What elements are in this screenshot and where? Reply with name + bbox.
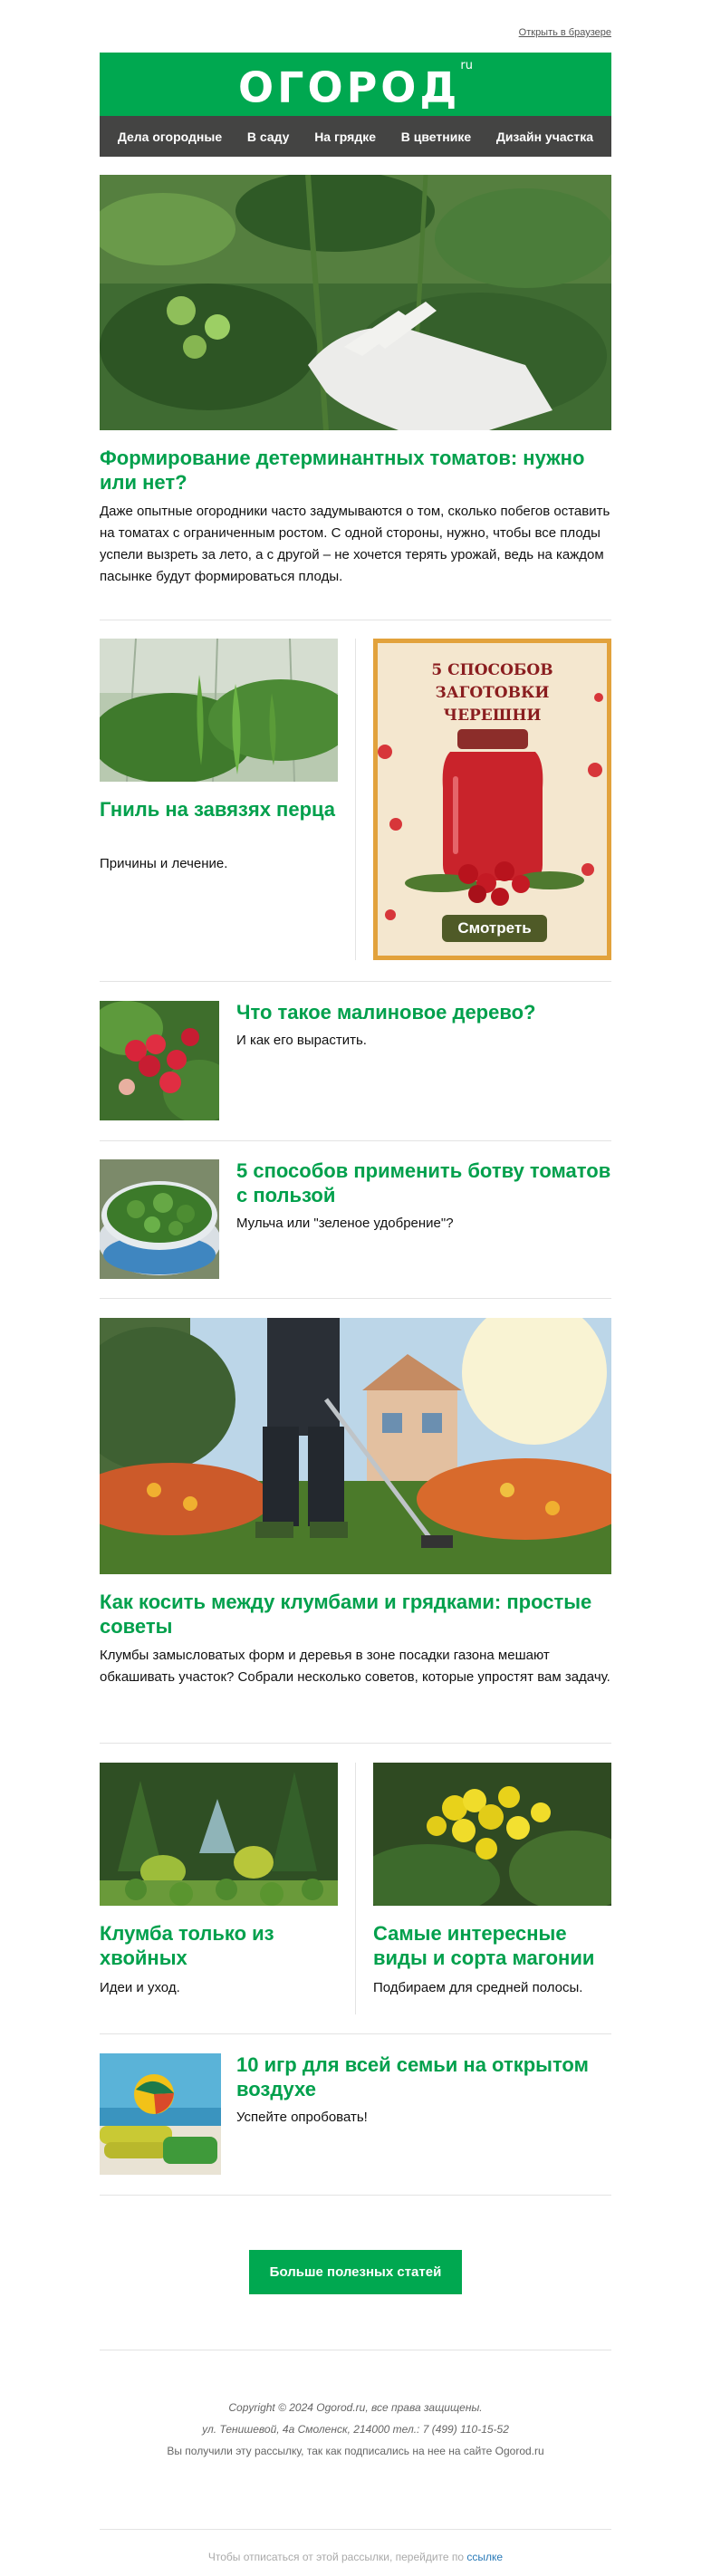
divider: [100, 2195, 611, 2196]
column-divider: [355, 639, 356, 960]
promo-title: [378, 659, 607, 727]
mowing-text: Клумбы замысловатых форм и деревья в зоне посадки газона мешают обкашивать участок? Собрали несколько советов, которые упростят вам задачу.: [100, 1648, 610, 1685]
nav-item-dela[interactable]: Дела огородные: [117, 129, 223, 144]
header: [100, 53, 611, 116]
unsubscribe-link[interactable]: ссылке: [466, 2551, 504, 2563]
tomatoes-text: Даже опытные огородники часто задумываются о том, сколько побегов оставить на томатах с ограниченным ростом. С одной стороны, нужно, чтобы все плоды успели вызреть за лето, а с другой – не хочется терять урожай, ведь на каждом пасынке будут формироваться плоды.: [100, 504, 610, 584]
tomato-tops-image[interactable]: [100, 1159, 219, 1279]
mowing-title[interactable]: Как косить между клумбами и грядками: простые советы: [100, 1591, 592, 1638]
divider: [100, 2033, 611, 2034]
logo-text: ОГОРОД: [238, 62, 461, 112]
promo-title-line1: 5 СПОСОБОВ ЗАГОТОВКИ: [431, 661, 553, 702]
mowing-image[interactable]: [100, 1318, 611, 1574]
games-text: Успейте опробовать!: [236, 2110, 368, 2125]
tomatoes-image[interactable]: [100, 175, 611, 430]
promo-title-line2: ЧЕРЕШНИ: [443, 706, 542, 725]
unsubscribe-text: Чтобы отписаться от этой рассылки, перейдите по: [207, 2551, 465, 2563]
nav-item-gryadka[interactable]: На грядке: [314, 129, 377, 144]
mahonia-title[interactable]: Самые интересные виды и сорта магонии: [373, 1922, 595, 1969]
pepper-text: Причины и лечение.: [100, 856, 228, 871]
games-image[interactable]: [100, 2053, 221, 2175]
raspberry-text: И как его вырастить.: [236, 1033, 367, 1048]
mahonia-text: Подбираем для средней полосы.: [373, 1980, 583, 1995]
mahonia-image[interactable]: [373, 1763, 611, 1906]
raspberry-title[interactable]: Что такое малиновое дерево?: [236, 1001, 536, 1024]
nav-item-cvetnik[interactable]: В цветнике: [400, 129, 472, 144]
divider: [100, 1743, 611, 1744]
divider: [100, 1298, 611, 1299]
conifers-title[interactable]: Клумба только из хвойных: [100, 1922, 274, 1969]
tomatoes-title[interactable]: Формирование детерминантных томатов: нужно или нет?: [100, 447, 585, 494]
nav-item-sad[interactable]: В саду: [246, 129, 290, 144]
raspberry-image[interactable]: [100, 1001, 219, 1120]
column-divider: [355, 1763, 356, 2014]
tomato-tops-text: Мульча или "зеленое удобрение"?: [236, 1216, 454, 1231]
games-title[interactable]: 10 игр для всей семьи на открытом воздухе: [236, 2053, 589, 2100]
nav-item-dizain[interactable]: Дизайн участка: [495, 129, 594, 144]
divider: [100, 2529, 611, 2530]
pepper-title[interactable]: Гниль на завязях перца: [100, 798, 336, 821]
footer-copyright: Copyright © 2024 Ogorod.ru, все права защищены.: [228, 2401, 483, 2414]
pepper-image[interactable]: [100, 639, 338, 782]
footer-subscription-reason: Вы получили эту рассылку, так как подписались на нее на сайте Ogorod.ru: [167, 2445, 544, 2457]
unsubscribe-line: [100, 2551, 611, 2563]
tomato-tops-title[interactable]: 5 способов применить ботву томатов с пользой: [236, 1159, 611, 1206]
promo-banner[interactable]: [373, 639, 611, 960]
open-in-browser-link[interactable]: Открыть в браузере: [518, 27, 611, 38]
divider: [100, 981, 611, 982]
logo[interactable]: [100, 60, 611, 111]
conifers-text: Идеи и уход.: [100, 1980, 180, 1995]
conifers-image[interactable]: [100, 1763, 338, 1906]
logo-suffix: ru: [460, 59, 473, 72]
divider: [100, 1140, 611, 1141]
more-articles-button[interactable]: Больше полезных статей: [249, 2250, 462, 2294]
nav-bar: [100, 116, 611, 157]
promo-watch-button[interactable]: Смотреть: [442, 915, 547, 942]
footer-address: ул. Тенишевой, 4а Смоленск, 214000 тел.: 7 (499) 110-15-52: [202, 2423, 509, 2436]
